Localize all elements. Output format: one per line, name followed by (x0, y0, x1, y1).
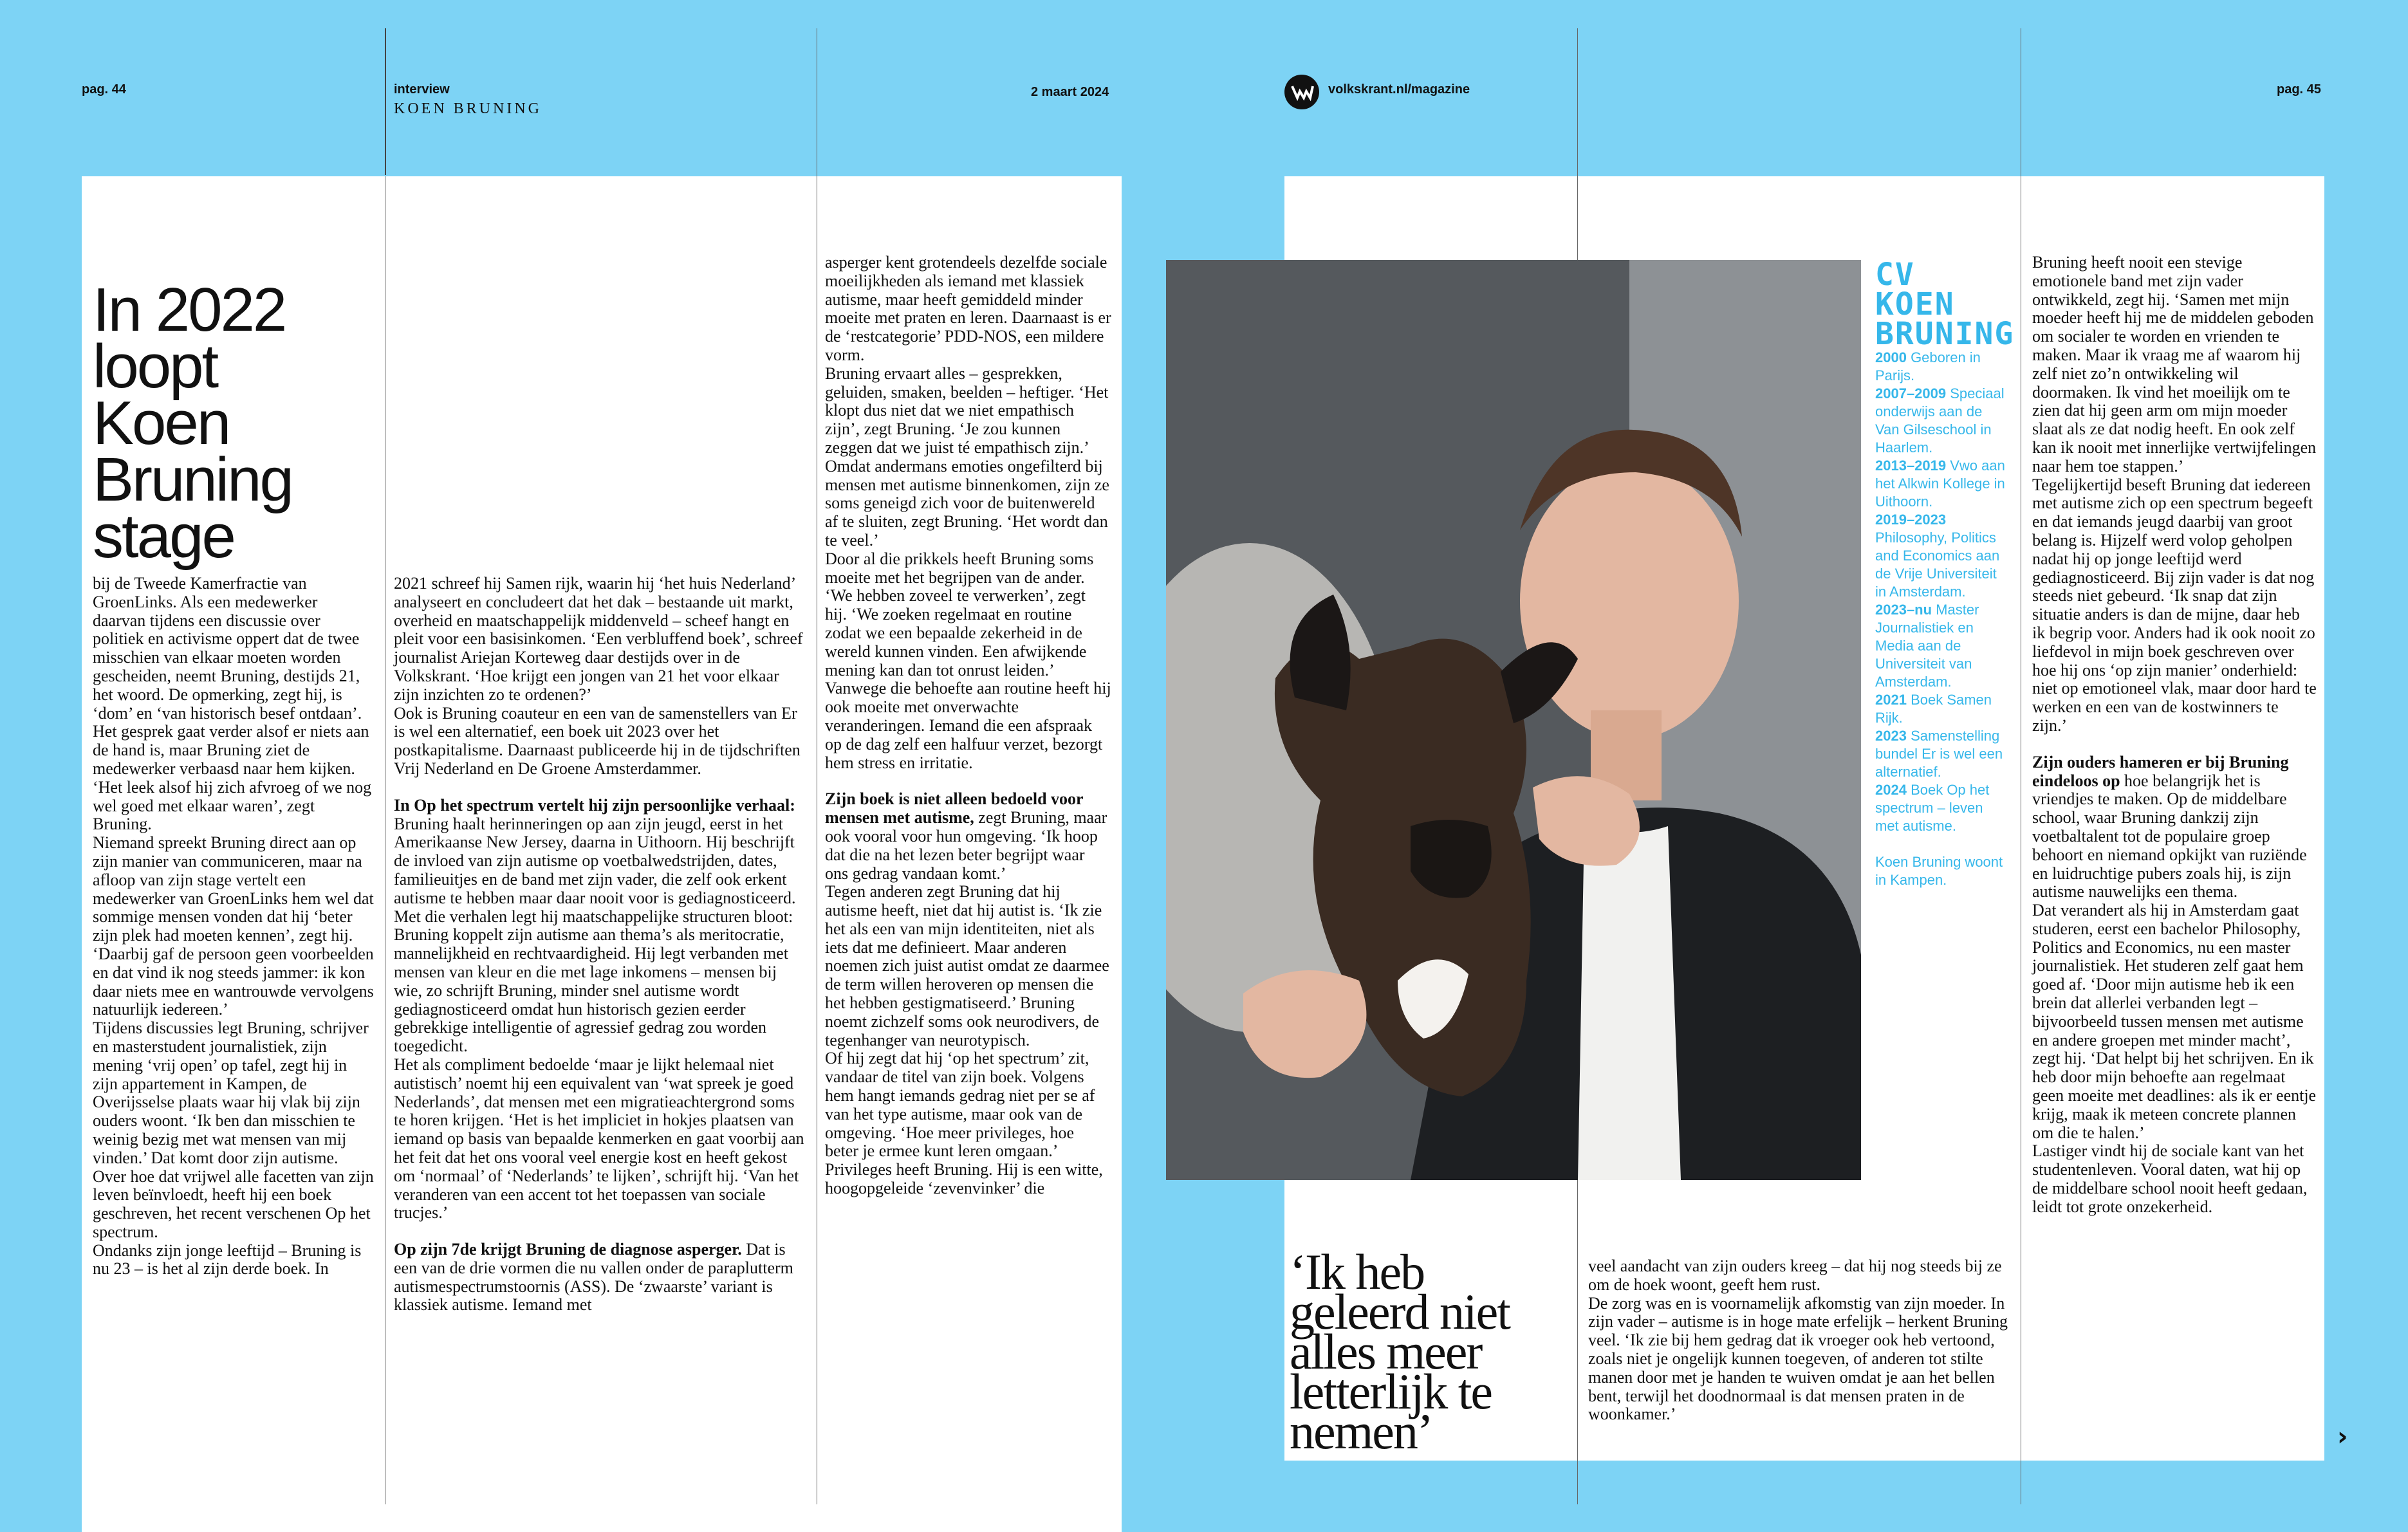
cv-heading-3: BRUNING (1875, 316, 2015, 352)
col2-p3-text: Bruning haalt herinneringen op aan zijn jeugd, eerst in het Amerikaanse New Jersey, daarna in Uithoorn. Hij beschrijft de invloed van zijn autisme op voetbalwedstrijden, dates, familieuitjes en de band met zijn vader, die zelf ook erkent autisme te hebben maar daar nooit voor is gediagnosticeerd. (394, 814, 796, 907)
col2-p6-text: Dat is een van de drie vormen die nu vallen onder de paraplutterm autismespectrumstoornis (ASS). De ‘zwaarste’ variant is klassiek autisme. Iemand met (394, 1240, 793, 1315)
portrait-photo (1166, 260, 1861, 1180)
page-number-right: pag. 45 (2277, 82, 2321, 97)
cv-item: 2007–2009 Speciaal onderwijs aan de Van Gilseschool in Haarlem. (1875, 385, 2005, 456)
col6-lead: Zijn ouders hameren er bij Bruning eindeloos op (2032, 752, 2289, 790)
cv-heading-1: CV (1875, 257, 1915, 293)
col5-p2: De zorg was en is voornamelijk afkomstig van zijn moeder. In zijn vader – autisme is in hoge mate erfelijk – herkent Bruning veel. ‘Ik zie bij hem gedrag dat ik vroeger ook heb vertoond, zoals niet je ongelijk kunnen toegeven, of anderen tot stilte manen door met je handen te wuiven omdat je aan het bellen bent, terwijl het doodnormaal is dat mensen praten in de woonkamer.’ (1588, 1293, 2008, 1424)
cv-footer: Koen Bruning woont in Kampen. (1875, 854, 2003, 888)
col3-p2: Bruning ervaart alles – gesprekken, geluiden, smaken, beelden – heftiger. ‘Het klopt dus niet dat we niet empathisch zijn’, zegt Bruning. ‘Je zou kunnen zeggen dat we juist té empathisch zijn.’ (825, 364, 1109, 457)
col6-p5: Lastiger vindt hij de sociale kant van het studentenleven. Vooral daten, wat hij op de middelbare school nooit heeft gedaan, leidt tot grote onzekerheid. (2032, 1141, 2308, 1216)
col2-lead-2: Op zijn 7de krijgt Bruning de diagnose asperger. (394, 1240, 742, 1259)
col1-p1: bij de Tweede Kamerfractie van GroenLinks. Als een medewerker daarvan tijdens een discussie over politiek en activisme oppert dat de twee misschien van elkaar moeten worden gescheiden, neemt Bruning, destijds 21, het woord. De opmerking, zegt hij, is ‘dom’ en ‘van historisch besef ontdaan’. (93, 574, 362, 723)
col2-p2: Ook is Bruning coauteur en een van de samenstellers van Er is wel een alternatief, een boek uit 2023 over het postkapitalisme. Daarnaast publiceerde hij in de tijdschriften Vrij Nederland en De Groene Amsterdammer. (394, 703, 801, 778)
cv-item: 2024 Boek Op het spectrum – leven met autisme. (1875, 782, 1990, 834)
volkskrant-logo-icon (1284, 75, 1319, 109)
col2-p6 (394, 1241, 806, 1315)
col2-lead-1: In Op het spectrum vertelt hij zijn persoonlijke verhaal: (394, 795, 795, 815)
col1-p2: Het gesprek gaat verder alsof er niets aan de hand is, maar Bruning ziet de medewerker verbaasd naar hem kijken. ‘Het leek alsof hij zich afvroeg of we nog wel goed met elkaar waren’, zegt Bruning. (93, 722, 372, 834)
column-3 (825, 254, 1111, 1198)
page-number-left: pag. 44 (82, 82, 126, 97)
col6-p3-text: hoe belangrijk het is vriendjes te maken. Op de middelbare school, waar Bruning dankzij zijn voetbaltalent tot de populaire groep behoort en niemand opkijkt van ruziënde en luidruchtige pubers zoals hij, is zijn autisme nauwelijks een thema. (2032, 771, 2307, 901)
col2-p5: Het als compliment bedoelde ‘maar je lijkt helemaal niet autistisch’ noemt hij een equivalent van ‘wat spreek je goed Nederlands’, dat mensen met een migratieachtergrond soms te horen krijgen. ‘Het is het impliciet in hokjes plaatsen van iemand op basis van bepaalde kenmerken en gaat voorbij aan het feit dat het ons vooral veel energie kost en heeft gekost om ‘normaal’ of ‘Nederlands’ te lijken’, schrijft hij. ‘Van het veranderen van een accent tot het toepassen van sociale trucjes.’ (394, 1055, 804, 1223)
article-title: In 2022 loopt Koen Bruning stage (93, 275, 292, 571)
issue-date: 2 maart 2024 (1031, 85, 1109, 99)
col2-p4: Met die verhalen legt hij maatschappelijke structuren bloot: Bruning koppelt zijn autisme aan thema’s als meritocratie, mannelijkheid en rechtvaardigheid. Hij legt verbanden met mensen van kleur en die met lage inkomens – mensen bij wie, zo schrijft Bruning, minder snel autisme wordt gediagnosticeerd omdat hun historisch gezien eerder gebrekkige intelligentie of agressief gedrag zou worden toegedicht. (394, 907, 793, 1056)
col3-p1: asperger kent grotendeels dezelfde sociale moeilijkheden als iemand met klassiek autisme, maar heeft gemiddeld minder moeite met praten en leren. Daarnaast is er de ‘restcategorie’ PDD-NOS, een mildere vorm. (825, 253, 1111, 364)
column-1 (93, 575, 375, 1278)
col3-p3: Omdat andermans emoties ongefilterd bij mensen met autisme binnenkomen, zijn ze soms geneigd zich voor de buitenwereld af te sluiten, zegt Bruning. ‘Het wordt dan te veel.’ (825, 456, 1109, 549)
col6-p1: Bruning heeft nooit een stevige emotionele band met zijn vader ontwikkeld, zegt hij. ‘Samen met mijn moeder heeft hij me de middelen geboden om socialer te worden en vrienden te maken. Maar ik vraag me af waarom hij zelf niet zo’n ontwikkeling wil doormaken. Ik vind het moeilijk om te zien dat hij geen arm om mijn moeder slaat als ze dat nodig heeft. En ook zelf kan ik nooit met innerlijke vertwijfelingen naar hem toe stappen.’ (2032, 253, 2317, 475)
cv-item: 2019–2023 Philosophy, Politics and Economics aan de Vrije Universiteit in Amsterdam. (1875, 512, 2000, 600)
column-5 (1588, 1257, 2013, 1424)
column-6 (2032, 254, 2317, 1217)
col3-p6-text: zegt Bruning, maar ook vooral voor hun omgeving. ‘Ik hoop dat die na het lezen beter begrijpt waar ons gedrag vandaan komt.’ (825, 808, 1107, 883)
section-label: interview (394, 82, 450, 97)
cv-sidebar (1875, 257, 2015, 889)
col1-p3: Niemand spreekt Bruning direct aan op zijn manier van communiceren, maar na afloop van zijn stage vertelt een medewerker van GroenLinks hem wel dat sommige mensen vonden dat hij ‘beter zijn plek had moeten kennen’, zegt hij. ‘Daarbij gaf de persoon geen voorbeelden en dat vind ik nog steeds jammer: ik kon daar niets mee en wantrouwde vervolgens natuurlijk iedereen.’ (93, 833, 374, 1019)
col2-p1: 2021 schreef hij Samen rijk, waarin hij ‘het huis Nederland’ analyseert en concludeert dat het dak – bestaande uit markt, overheid en maatschappelijk middenveld – scheef hangt en pleit voor een basisinkomen. ‘Een verbluffend boek’, schreef journalist Ariejan Korteweg daar destijds over in de Volkskrant. ‘Hoe krijgt een jongen van 21 het voor elkaar zijn inzichten zo te ordenen?’ (394, 574, 803, 704)
interview-name: KOEN BRUNING (394, 100, 542, 117)
col1-p5: Ondanks zijn jonge leeftijd – Bruning is nu 23 – is het al zijn derde boek. In (93, 1241, 362, 1278)
column-2 (394, 575, 806, 1315)
col6-p3 (2032, 753, 2317, 901)
col3-p9: Privileges heeft Bruning. Hij is een witte, hoogopgeleide ‘zevenvinker’ die (825, 1160, 1103, 1198)
col3-p7: Tegen anderen zegt Bruning dat hij autisme heeft, niet dat hij autist is. ‘Ik zie het als een van mijn identiteiten, niet als iets dat me definieert. Maar anderen noemen zich juist autist omdat ze daarmee de term willen heroveren op mensen die het hebben gestigmatiseerd.’ Bruning noemt zichzelf soms ook neurodivers, de tegenhanger van neurotypisch. (825, 882, 1109, 1049)
col6-p2: Tegelijkertijd beseft Bruning dat iedereen met autisme zich op een spectrum begeeft en dat iemands jeugd daarbij van groot belang is. Hijzelf werd volop geholpen nadat hij op jonge leeftijd werd gediagnosticeerd. Bij zijn vader is dat nog steeds niet gebeurd. ‘Ik snap dat zijn situatie anders is dan de mijne, daar heb ik begrip voor. Anders had ik ook nooit zo liefdevol in mijn boek geschreven over hoe hij ons ‘op zijn manier’ onderhield: niet op emotioneel vlak, maar door hard te werken en een van de kostwinners te zijn.’ (2032, 475, 2317, 735)
col3-lead: Zijn boek is niet alleen bedoeld voor mensen met autisme, (825, 789, 1084, 827)
portrait-illustration (1166, 260, 1861, 1180)
cv-item: 2023–nu Master Journalistiek en Media aan de Universiteit van Amsterdam. (1875, 602, 1979, 690)
col5-p1: veel aandacht van zijn ouders kreeg – dat hij nog steeds bij ze om de hoek woont, geeft hem rust. (1588, 1257, 2002, 1294)
cv-item: 2023 Samenstelling bundel Er is wel een alternatief. (1875, 728, 2003, 780)
col6-p4: Dat verandert als hij in Amsterdam gaat studeren, eerst een bachelor Philosophy, Politics and Economics, nu een master journalistiek. Het studeren zelf gaat hem goed af. ‘Door mijn autisme heb ik een brein dat allerlei verbanden legt – bijvoorbeeld tussen mensen met autisme en andere groepen met minder macht’, zegt hij. ‘Dat helpt bij het schrijven. En ik heb door mijn behoefte aan regelmaat geen moeite met deadlines: als ik er eentje krijg, maak ik meteen concrete plannen om die te halen.’ (2032, 901, 2317, 1142)
col1-p4: Tijdens discussies legt Bruning, schrijver en masterstudent journalistiek, zijn mening ‘vrij open’ op tafel, zegt hij in zijn appartement in Kampen, de Overijsselse plaats waar hij vlak bij zijn ouders woont. ‘Ik ben dan misschien te weinig bezig met wat mensen van mij vinden.’ Dat komt door zijn autisme. Over hoe dat vrijwel alle facetten van zijn leven beïnvloedt, heeft hij een boek geschreven, het recent verschenen Op het spectrum. (93, 1019, 374, 1241)
col3-p8: Of hij zegt dat hij ‘op het spectrum’ zit, vandaar de titel van zijn boek. Volgens hem hangt iemands gedrag niet per se af van het type autisme, maar ook van de omgeving. ‘Hoe meer privileges, hoe beter je ermee kunt leren omgaan.’ (825, 1049, 1095, 1161)
cv-item: 2021 Boek Samen Rijk. (1875, 692, 1992, 726)
col3-p5: Vanwege die behoefte aan routine heeft hij ook moeite met onverwachte veranderingen. Iemand die een afspraak op de dag zelf een halfuur verzet, bezorgt hem stress en irritatie. (825, 679, 1111, 772)
site-url[interactable]: volkskrant.nl/magazine (1328, 82, 1470, 97)
cv-item: 2000 Geboren in Parijs. (1875, 349, 1981, 383)
col3-p6 (825, 790, 1111, 883)
pull-quote: ‘Ik heb geleerd niet alles meer letterlijk te nemen’ (1290, 1244, 1510, 1459)
cv-item: 2013–2019 Vwo aan het Alkwin Kollege in Uithoorn. (1875, 457, 2005, 510)
rule-1 (385, 28, 386, 175)
col3-p4: Door al die prikkels heeft Bruning soms moeite met het begrijpen van de ander. ‘We hebben zoveel te verwerken’, zegt hij. ‘We zoeken regelmaat en routine zodat we een bepaalde zekerheid in de wereld kunnen vinden. Een afwijkende mening kan dan tot onrust leiden.’ (825, 549, 1094, 679)
continue-arrow-icon: › (2337, 1422, 2348, 1452)
cv-heading-2: KOEN (1875, 286, 1955, 322)
col2-p3 (394, 797, 806, 908)
